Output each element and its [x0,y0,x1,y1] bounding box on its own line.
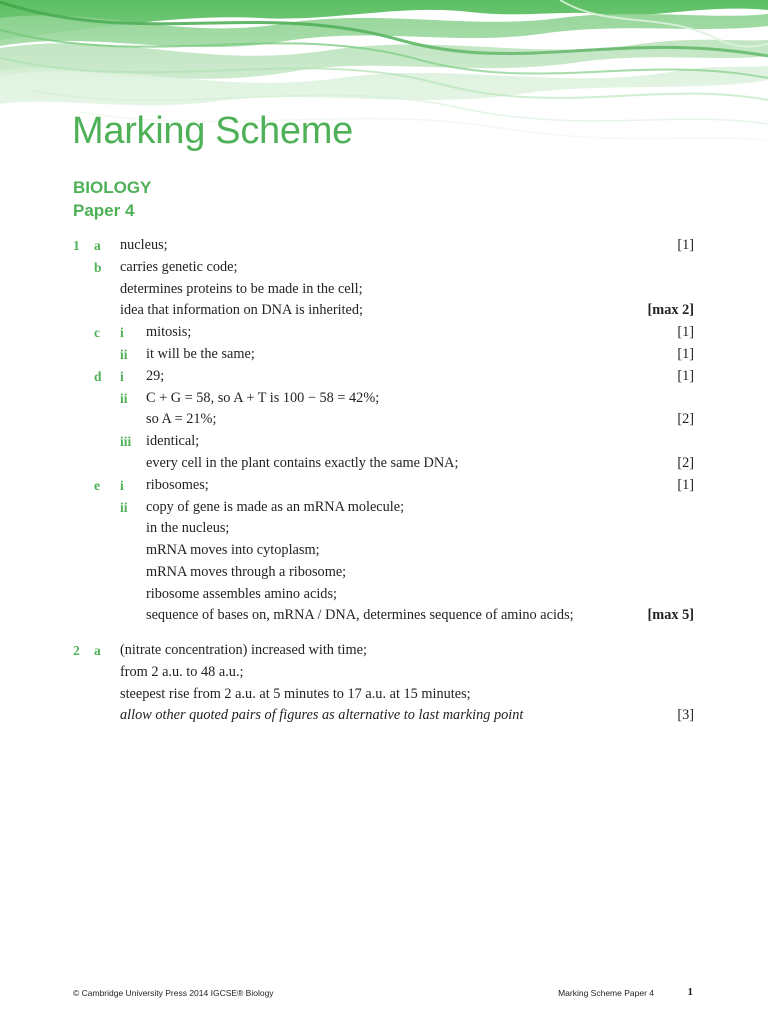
answer-row [0,344,768,365]
answer-row [0,453,768,474]
part-label: d [94,369,102,384]
answer-line: ribosomes; [146,477,209,493]
answer-row [0,662,768,683]
answer-row [0,257,768,278]
subject-heading: BIOLOGY [73,178,152,197]
answer-row [0,279,768,300]
page-title: Marking Scheme [72,110,353,152]
answer-line: 29; [146,368,165,384]
subpart-label: ii [120,347,128,362]
answer-row [0,409,768,430]
part-label: a [94,643,101,658]
part-label: b [94,260,102,275]
subpart-label: i [120,325,124,340]
answer-row [0,322,768,343]
answer-line: in the nucleus; [146,520,230,536]
answer-line: it will be the same; [146,346,255,362]
question-number: 2 [73,643,80,658]
mark-allocation: [1] [677,237,694,253]
answer-line: C + G = 58, so A + T is 100 − 58 = 42%; [146,390,380,406]
answer-row [0,540,768,561]
mark-allocation: [2] [677,411,694,427]
guidance-note: allow other quoted pairs of figures as alternative to last marking point [120,707,524,723]
answer-line: (nitrate concentration) increased with time; [120,642,367,658]
running-footer-title: Marking Scheme Paper 4 [558,988,654,998]
answer-row [0,684,768,705]
answer-row [0,584,768,605]
answer-row [0,518,768,539]
answer-line: nucleus; [120,237,168,253]
mark-allocation: [max 5] [647,607,694,623]
page-number: 1 [687,986,693,998]
answer-row [0,475,768,496]
answer-line: steepest rise from 2 a.u. at 5 minutes to 17 a.u. at 15 minutes; [120,686,471,702]
mark-allocation: [1] [677,477,694,493]
answer-line: sequence of bases on, mRNA / DNA, determines sequence of amino acids; [146,607,574,623]
mark-allocation: [3] [677,707,694,723]
mark-allocation: [1] [677,324,694,340]
part-label: a [94,238,101,253]
answer-row [0,640,768,661]
answer-line: idea that information on DNA is inherited; [120,302,363,318]
copyright-text: © Cambridge University Press 2014 IGCSE® Biology [73,988,274,998]
answer-row [0,388,768,409]
answer-line: ribosome assembles amino acids; [146,586,337,602]
part-label: c [94,325,100,340]
subpart-label: ii [120,391,128,406]
answer-line: mitosis; [146,324,192,340]
answer-line: copy of gene is made as an mRNA molecule; [146,499,405,515]
mark-allocation: [max 2] [647,302,694,318]
answer-line: from 2 a.u. to 48 a.u.; [120,664,244,680]
answer-line: determines proteins to be made in the cell; [120,281,363,297]
answer-line: so A = 21%; [146,411,217,427]
answer-row [0,431,768,452]
mark-allocation: [1] [677,346,694,362]
answer-row [0,605,768,626]
subpart-label: ii [120,500,128,515]
answer-row [0,562,768,583]
answer-line: mRNA moves through a ribosome; [146,564,347,580]
subpart-label: iii [120,434,132,449]
answer-line: identical; [146,433,200,449]
paper-heading: Paper 4 [73,201,135,220]
answer-line: mRNA moves into cytoplasm; [146,542,320,558]
mark-allocation: [1] [677,368,694,384]
answer-row [0,300,768,321]
question-number: 1 [73,238,80,253]
answer-row [0,497,768,518]
subpart-label: i [120,478,124,493]
mark-allocation: [2] [677,455,694,471]
answer-row [0,366,768,387]
answer-line: every cell in the plant contains exactly the same DNA; [146,455,459,471]
answer-row [0,705,768,726]
answer-row [0,235,768,256]
answer-line: carries genetic code; [120,259,238,275]
subpart-label: i [120,369,124,384]
part-label: e [94,478,100,493]
page-footer [0,986,768,1000]
